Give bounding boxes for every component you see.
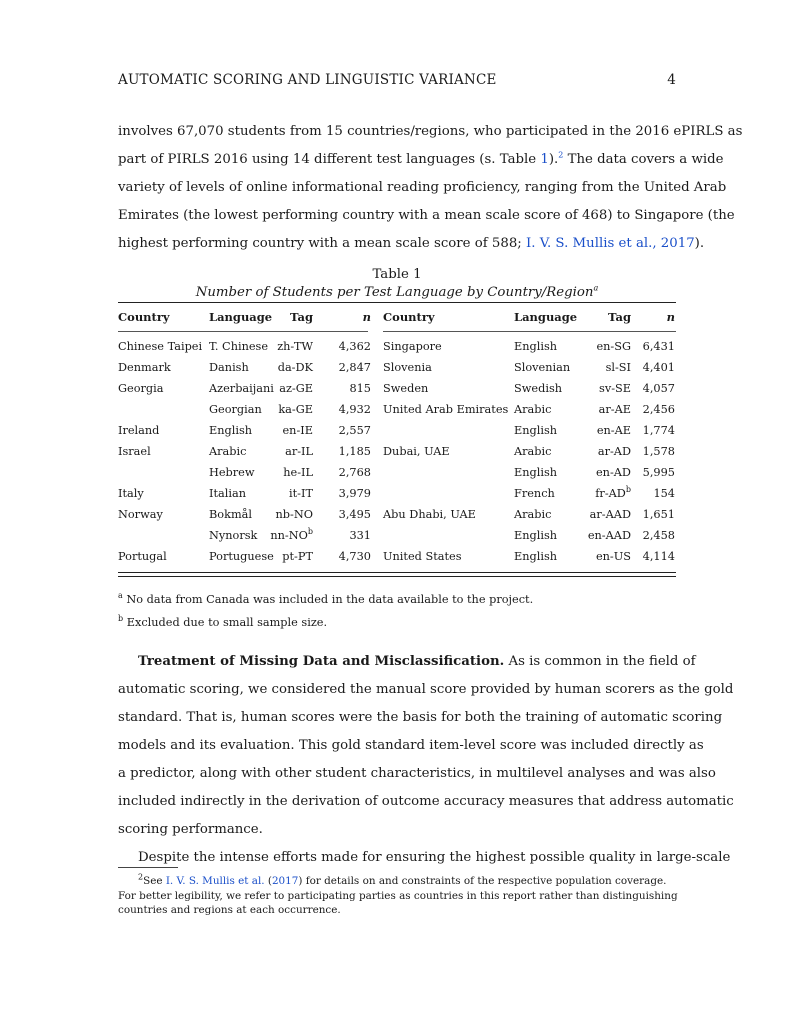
cell-country-2: United Arab Emirates	[383, 403, 509, 416]
intro-line-5	[118, 230, 705, 258]
cell-n: 2,557	[338, 424, 371, 437]
intro-line-1: involves 67,070 students from 15 countries/regions, who participated in the 2016 ePIRLS as	[118, 124, 743, 139]
cell-n-2: 1,578	[642, 445, 675, 458]
section-line-7: scoring performance.	[118, 822, 263, 837]
table-row	[118, 340, 676, 358]
table-row	[118, 487, 676, 505]
cell-tag: ka-GE	[278, 403, 313, 416]
cell-n: 1,185	[338, 445, 371, 458]
cell-language-2: English	[514, 550, 558, 563]
cell-tag-text: nn-NO	[270, 529, 308, 542]
cell-country: Ireland	[118, 424, 160, 437]
cell-tag-2: ar-AAD	[589, 508, 631, 521]
cell-tag-2: ar-AE	[598, 403, 631, 416]
table-row	[118, 361, 676, 379]
table-caption-text: Number of Students per Test Language by Country/Region	[195, 285, 594, 300]
intro-line-5-text: highest performing country with a mean scale score of 588;	[118, 236, 526, 251]
cell-language-2: Arabic	[514, 403, 552, 416]
cell-tag-2-text: fr-AD	[595, 487, 626, 500]
cell-language: Hebrew	[209, 466, 255, 479]
cell-n: 3,979	[338, 487, 371, 500]
cell-country: Georgia	[118, 382, 164, 395]
section-line-5: a predictor, along with other student characteristics, in multilevel analyses and was also	[118, 766, 716, 781]
cell-language: Portuguese	[209, 550, 274, 563]
section-line-1	[118, 648, 696, 676]
cell-n-2: 2,458	[642, 529, 675, 542]
cell-tag: da-DK	[277, 361, 313, 374]
cell-tag-2-note-mark: b	[625, 485, 631, 495]
cell-country: Chinese Taipei	[118, 340, 203, 353]
cell-n-2: 1,651	[642, 508, 675, 521]
cell-tag-2: en-SG	[596, 340, 631, 353]
table-bottom-rule-1	[118, 572, 676, 573]
cell-tag-2	[595, 487, 631, 500]
footnote-line-3: countries and regions at each occurrence.	[118, 904, 341, 916]
cell-country: Denmark	[118, 361, 171, 374]
table-ref-link[interactable]: 1	[540, 152, 549, 167]
table-top-rule	[118, 302, 676, 303]
table-header-rule-right	[383, 331, 676, 332]
cell-language: English	[209, 424, 253, 437]
footnote-pre: See	[143, 875, 166, 887]
intro-paragraph	[118, 118, 743, 258]
section-line-3: standard. That is, human scores were the basis for both the training of automatic scoring	[118, 710, 723, 725]
cell-language-2: French	[514, 487, 555, 500]
footnote	[118, 874, 676, 918]
section-heading: Treatment of Missing Data and Misclassification.	[138, 654, 505, 669]
cell-tag-2: en-US	[595, 550, 631, 563]
section-line-8: Despite the intense efforts made for ensuring the highest possible quality in large-scale	[138, 850, 731, 865]
header-country: Country	[118, 310, 170, 324]
cell-tag: ar-IL	[285, 445, 313, 458]
cell-n-2: 4,401	[642, 361, 675, 374]
table-row	[118, 550, 676, 568]
table-bottom-rule-2	[118, 576, 676, 577]
cell-country: Italy	[118, 487, 144, 500]
table-note-b	[118, 616, 676, 629]
page-number: 4	[667, 72, 676, 88]
footnote-mark: 2	[138, 872, 144, 882]
footnote-paren: (	[264, 875, 272, 887]
cell-language-2: Swedish	[514, 382, 563, 395]
table-row	[118, 403, 676, 421]
cell-n: 3,495	[338, 508, 371, 521]
table-header-row	[118, 310, 676, 328]
intro-line-5-text-b: ).	[694, 236, 705, 251]
section-line-6: included indirectly in the derivation of outcome accuracy measures that address automatic	[118, 794, 734, 809]
cell-n-2: 6,431	[642, 340, 675, 353]
cell-country-2: Singapore	[383, 340, 442, 353]
cell-language-2: English	[514, 529, 558, 542]
header-language: Language	[209, 310, 273, 324]
intro-line-2-text-b: ).	[548, 152, 559, 167]
footnote-citation-link[interactable]: I. V. S. Mullis et al.	[165, 875, 265, 887]
cell-language-2: Arabic	[514, 445, 552, 458]
header-n-2: n	[666, 310, 675, 324]
header-country-2: Country	[383, 310, 435, 324]
cell-language-2: Arabic	[514, 508, 552, 521]
table-header-rule-left	[118, 331, 368, 332]
cell-language-2: English	[514, 424, 558, 437]
footnote-line-2: For better legibility, we refer to participating parties as countries in this report rather than distinguishing	[118, 889, 678, 902]
cell-tag: az-GE	[279, 382, 313, 395]
table-row	[118, 508, 676, 526]
table-caption	[118, 284, 676, 302]
cell-language: Nynorsk	[209, 529, 258, 542]
footnote-line-1	[118, 874, 676, 889]
footnote-post: ) for details on and constraints of the respective population coverage.	[298, 875, 667, 887]
cell-country: Israel	[118, 445, 151, 458]
cell-n-2: 4,057	[642, 382, 675, 395]
cell-language: Danish	[209, 361, 249, 374]
cell-country-2: Slovenia	[383, 361, 432, 374]
cell-tag: en-IE	[282, 424, 313, 437]
cell-n: 331	[349, 529, 371, 542]
footnote-rule	[118, 867, 178, 868]
section-line-1-text: As is common in the field of	[504, 654, 696, 669]
cell-tag: nb-NO	[275, 508, 313, 521]
cell-n-2: 5,995	[642, 466, 675, 479]
cell-tag-2: en-AAD	[587, 529, 631, 542]
table-row	[118, 424, 676, 442]
running-head	[118, 72, 676, 88]
cell-country-2: Dubai, UAE	[383, 445, 450, 458]
cell-tag-2: sl-SI	[605, 361, 631, 374]
section-line-2: automatic scoring, we considered the manual score provided by human scorers as the gold	[118, 682, 734, 697]
cell-language-2: Slovenian	[514, 361, 571, 374]
table-row	[118, 382, 676, 400]
cell-country-2: Sweden	[383, 382, 429, 395]
cell-n: 4,362	[338, 340, 371, 353]
cell-n-2: 1,774	[642, 424, 675, 437]
header-language-2: Language	[514, 310, 578, 324]
cell-tag: zh-TW	[277, 340, 313, 353]
table-note-b-mark: b	[118, 614, 124, 624]
intro-line-4: Emirates (the lowest performing country with a mean scale score of 468) to Singapore (the	[118, 208, 735, 223]
citation-link[interactable]: I. V. S. Mullis et al., 2017	[526, 236, 695, 251]
footnote-year-link[interactable]: 2017	[271, 875, 299, 887]
table-title	[118, 266, 676, 302]
table-note-a	[118, 593, 676, 606]
header-tag-2: Tag	[608, 310, 631, 324]
cell-country: Portugal	[118, 550, 167, 563]
table-note-b-text: Excluded due to small sample size.	[123, 616, 328, 629]
intro-line-2-text-c: The data covers a wide	[563, 152, 724, 167]
header-n: n	[362, 310, 371, 324]
header-tag: Tag	[290, 310, 313, 324]
table-row	[118, 529, 676, 547]
footnote-ref-link[interactable]: 2	[558, 150, 564, 160]
intro-line-2	[118, 146, 724, 174]
cell-n-2: 154	[653, 487, 675, 500]
cell-n: 2,768	[338, 466, 371, 479]
cell-n: 815	[349, 382, 371, 395]
cell-tag-2: en-AE	[596, 424, 631, 437]
cell-tag: he-IL	[283, 466, 313, 479]
cell-n-2: 4,114	[642, 550, 675, 563]
cell-language: T. Chinese	[209, 340, 269, 353]
cell-language: Arabic	[209, 445, 247, 458]
cell-language: Azerbaijani	[209, 382, 274, 395]
table-note-a-mark: a	[118, 591, 123, 601]
table-row	[118, 466, 676, 484]
table-note-a-text: No data from Canada was included in the data available to the project.	[122, 593, 534, 606]
cell-language: Bokmål	[209, 508, 253, 521]
cell-tag-note-mark: b	[307, 527, 313, 537]
table-label: Table 1	[372, 267, 422, 282]
cell-language-2: English	[514, 340, 558, 353]
cell-tag-2: sv-SE	[599, 382, 631, 395]
cell-n: 4,932	[338, 403, 371, 416]
table-caption-note-mark: a	[593, 283, 599, 293]
cell-country-2: Abu Dhabi, UAE	[383, 508, 476, 521]
cell-country: Norway	[118, 508, 163, 521]
cell-n: 2,847	[338, 361, 371, 374]
cell-tag-2: ar-AD	[597, 445, 631, 458]
cell-language-2: English	[514, 466, 558, 479]
section-paragraph	[118, 648, 734, 872]
intro-line-3: variety of levels of online informational reading proficiency, ranging from the United Arab	[118, 180, 727, 195]
cell-country-2: United States	[383, 550, 462, 563]
table-row	[118, 445, 676, 463]
cell-tag	[270, 529, 313, 542]
cell-language: Italian	[209, 487, 246, 500]
intro-line-2-text: part of PIRLS 2016 using 14 different test languages (s. Table	[118, 152, 541, 167]
cell-tag: pt-PT	[282, 550, 313, 563]
running-head-title: AUTOMATIC SCORING AND LINGUISTIC VARIANCE	[118, 72, 497, 88]
section-line-4: models and its evaluation. This gold standard item-level score was included directly as	[118, 738, 704, 753]
cell-n: 4,730	[338, 550, 371, 563]
cell-language: Georgian	[209, 403, 262, 416]
cell-tag-2: en-AD	[596, 466, 631, 479]
cell-tag: it-IT	[289, 487, 313, 500]
cell-n-2: 2,456	[642, 403, 675, 416]
